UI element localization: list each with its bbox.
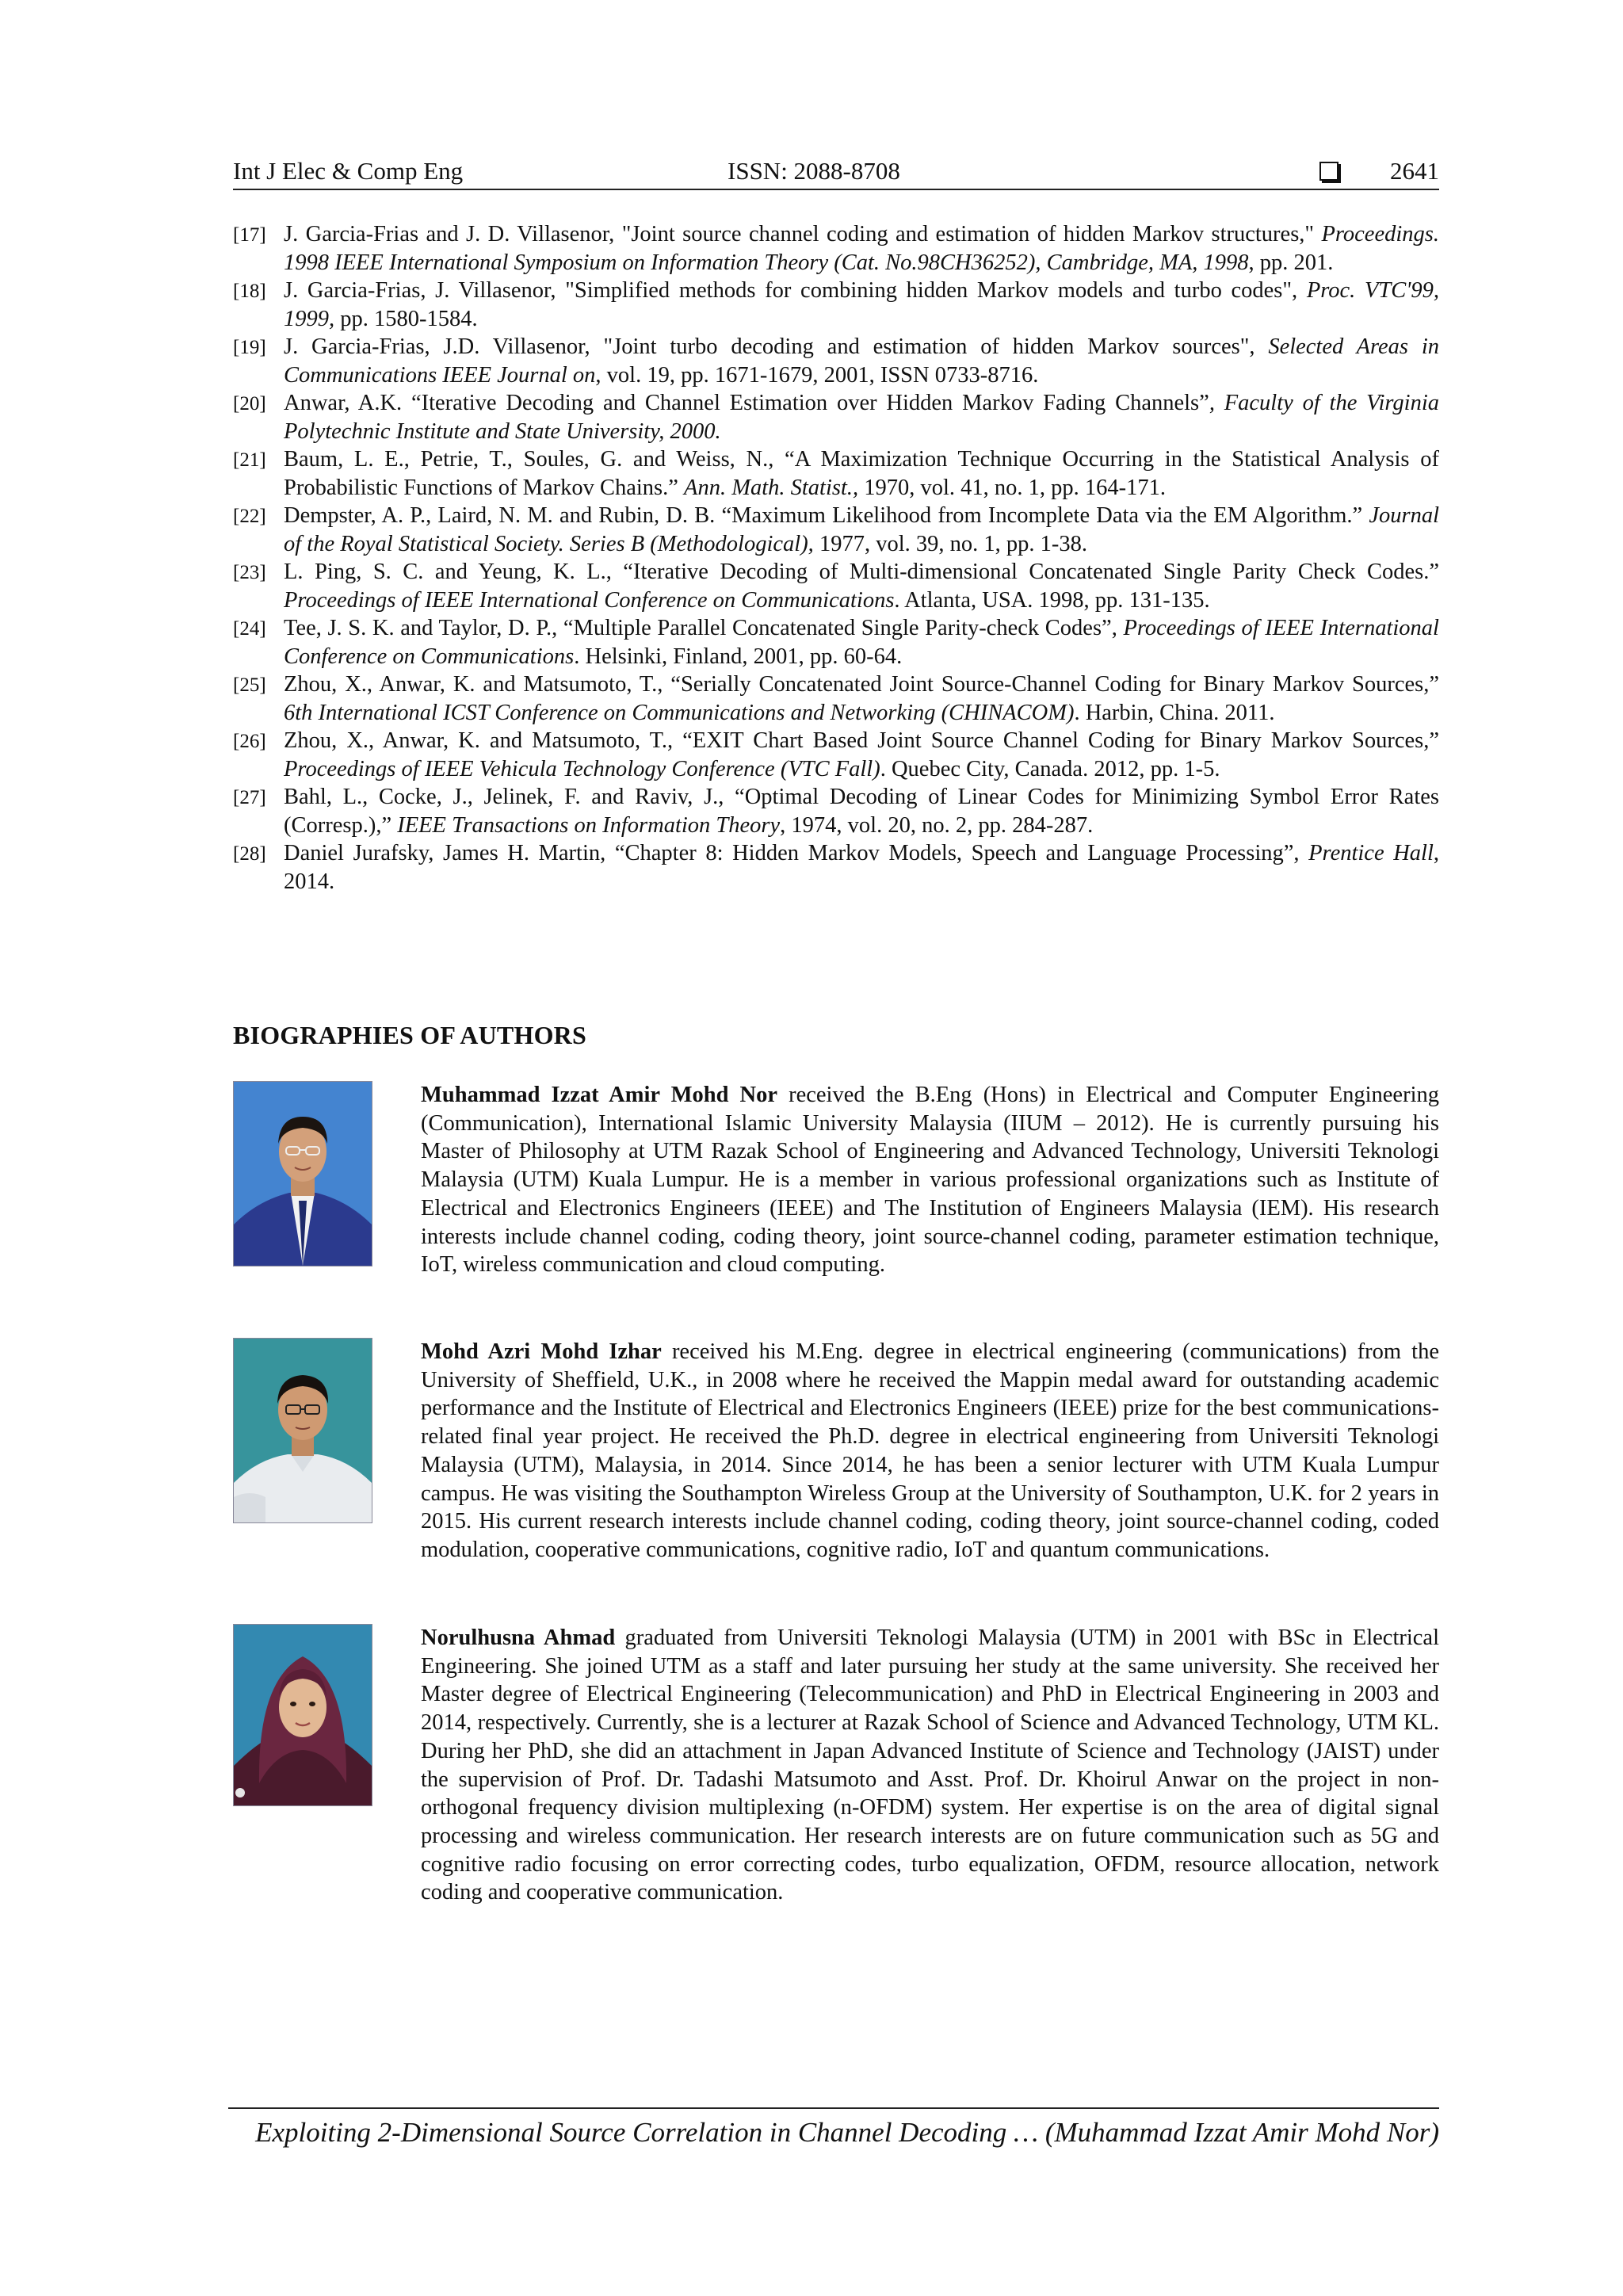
reference-number: [18]: [233, 281, 266, 302]
reference-item: [233, 783, 1439, 839]
reference-number: [24]: [233, 618, 266, 640]
author-photo: [233, 1624, 372, 1806]
reference-details: pp. 1580-1584.: [334, 306, 478, 331]
reference-source: Ann. Math. Statist.,: [684, 475, 859, 500]
reference-text: J. Garcia-Frias and J. D. Villasenor, "Joint source channel coding and estimation of hidden Markov structures,": [284, 222, 1322, 246]
reference-number: [21]: [233, 449, 266, 471]
reference-item: [233, 727, 1439, 783]
journal-name: Int J Elec & Comp Eng: [233, 157, 464, 185]
reference-text: Bahl, L., Cocke, J., Jelinek, F. and Raviv, J., “Optimal Decoding of Linear Codes for Minimizing Symbol Error Rates (Corresp.),”: [284, 785, 1439, 838]
reference-details: . Helsinki, Finland, 2001, pp. 60-64.: [574, 644, 903, 669]
reference-details: 1977, vol. 39, no. 1, pp. 1-38.: [813, 531, 1087, 556]
square-icon: [1319, 162, 1338, 181]
reference-number: [27]: [233, 787, 266, 808]
biography-text: [421, 1081, 1439, 1279]
reference-number: [28]: [233, 843, 266, 865]
reference-item: [233, 277, 1439, 333]
reference-details: . Quebec City, Canada. 2012, pp. 1-5.: [880, 756, 1220, 781]
reference-item: [233, 502, 1439, 558]
reference-number: [23]: [233, 562, 266, 583]
reference-text: Zhou, X., Anwar, K. and Matsumoto, T., “EXIT Chart Based Joint Source Channel Coding for Binary Markov Sources,”: [284, 728, 1439, 753]
reference-details: . Atlanta, USA. 1998, pp. 131-135.: [894, 587, 1210, 613]
author-portrait-image: [234, 1082, 372, 1266]
reference-source: , Faculty of the Virginia Polytechnic Institute and State University, 2000.: [284, 391, 1439, 444]
reference-text: J. Garcia-Frias, J. Villasenor, "Simplified methods for combining hidden Markov models and turbo codes",: [284, 278, 1307, 303]
author-name: Muhammad Izzat Amir Mohd Nor: [421, 1083, 778, 1107]
reference-item: [233, 614, 1439, 670]
reference-source: Proceedings of IEEE International Conference on Communications: [284, 616, 1439, 669]
reference-source: 6th International ICST Conference on Communications and Networking (CHINACOM): [284, 700, 1075, 725]
reference-item: [233, 220, 1439, 277]
biography-body: graduated from Universiti Teknologi Malaysia (UTM) in 2001 with BSc in Electrical Engineering. She joined UTM as a staff and later pursuing her study at the same university. She received her Master degree of Electrical Engineering (Telecommunication) and PhD in Electrical Engineering in 2003 and 2014, respectively. Currently, she is a lecturer at Razak School of Science and Advanced Technology, UTM KL. During her PhD, she did an attachment in Japan Advanced Institute of Science and Technology (JAIST) under the supervision of Prof. Dr. Tadashi Matsumoto and Asst. Prof. Dr. Khoirul Anwar on the project in non-orthogonal frequency division multiplexing (n-OFDM) system. Her expertise is on the area of digital signal processing and wireless communication. Her research interests are on future communication such as 5G and cognitive radio focusing on error correcting codes, turbo equalization, OFDM, resource allocation, network coding and cooperative communication.: [421, 1626, 1440, 1905]
reference-item: [233, 389, 1439, 445]
reference-item: [233, 558, 1439, 614]
reference-text: Daniel Jurafsky, James H. Martin, “Chapter 8: Hidden Markov Models, Speech and Language Processing”,: [284, 841, 1309, 865]
running-header: [233, 152, 1439, 190]
author-name: Norulhusna Ahmad: [421, 1626, 616, 1650]
reference-text: Baum, L. E., Petrie, T., Soules, G. and Weiss, N., “A Maximization Technique Occurring in the Statistical Analysis of Probabilistic Functions of Markov Chains.”: [284, 447, 1439, 500]
author-photo: [233, 1338, 372, 1523]
reference-source: Proceedings of IEEE International Conference on Communications: [284, 587, 895, 613]
reference-text: J. Garcia-Frias, J.D. Villasenor, "Joint turbo decoding and estimation of hidden Markov sources",: [284, 334, 1269, 359]
reference-number: [26]: [233, 731, 266, 752]
reference-details: , pp. 201.: [1248, 250, 1334, 275]
reference-source: IEEE Transactions on Information Theory: [397, 812, 781, 838]
running-footer: Exploiting 2-Dimensional Source Correlation in Channel Decoding … (Muhammad Izzat Amir Mohd Nor): [228, 2107, 1439, 2149]
reference-number: [25]: [233, 674, 266, 696]
page-number: 2641: [1390, 157, 1439, 185]
reference-source: Proc. VTC'99, 1999,: [284, 278, 1439, 331]
reference-text: Anwar, A.K. “Iterative Decoding and Channel Estimation over Hidden Markov Fading Channels”: [284, 391, 1209, 415]
reference-details: , 1974, vol. 20, no. 2, pp. 284-287.: [780, 812, 1094, 838]
author-portrait-image: [234, 1625, 372, 1805]
reference-details: 1970, vol. 41, no. 1, pp. 164-171.: [858, 475, 1167, 500]
reference-source: Prentice Hall: [1308, 841, 1434, 865]
biography-body: received the B.Eng (Hons) in Electrical and Computer Engineering (Communication), International Islamic University Malaysia (IIUM – 2012). He is currently pursuing his Master of Philosophy at UTM Razak School of Engineering and Advanced Technology, Universiti Teknologi Malaysia (UTM) Kuala Lumpur. He is a member in various professional organizations such as Institute of Electrical and Electronics Engineers (IEEE) and The Institution of Engineers Malaysia (IEM). His research interests include channel coding, coding theory, joint source-channel coding, parameter estimation technique, IoT, wireless communication and cloud computing.: [421, 1083, 1439, 1278]
reference-number: [17]: [233, 224, 266, 246]
reference-text: L. Ping, S. C. and Yeung, K. L., “Iterative Decoding of Multi-dimensional Concatenated Single Parity Check Codes.”: [284, 560, 1439, 584]
biography-text: [421, 1338, 1439, 1564]
author-photo: [233, 1081, 372, 1266]
author-name: Mohd Azri Mohd Izhar: [421, 1339, 662, 1364]
reference-number: [22]: [233, 506, 266, 527]
reference-list: [233, 220, 1439, 896]
reference-item: [233, 670, 1439, 727]
reference-text: Dempster, A. P., Laird, N. M. and Rubin, D. B. “Maximum Likelihood from Incomplete Data via the EM Algorithm.”: [284, 503, 1369, 528]
reference-item: [233, 445, 1439, 502]
reference-source: Selected Areas in Communications IEEE Journal on: [284, 334, 1439, 388]
section-title: BIOGRAPHIES OF AUTHORS: [233, 1021, 586, 1049]
reference-details: . Harbin, China. 2011.: [1074, 700, 1275, 725]
biography-text: [421, 1624, 1439, 1907]
biography-body: received his M.Eng. degree in electrical engineering (communications) from the University of Sheffield, U.K., in 2008 where he received the Mappin medal award for outstanding academic performance and the Institute of Electrical and Electronics Engineers (IEEE) prize for the best communications-related final year project. He received the Ph.D. degree in electrical engineering from Universiti Teknologi Malaysia (UTM), Malaysia, in 2014. Since 2014, he has been a senior lecturer with UTM Kuala Lumpur campus. He was visiting the Southampton Wireless Group at the University of Southampton, U.K. for 2 years in 2015. His current research interests include channel coding, coding theory, joint source-channel coding, coded modulation, cooperative communications, cognitive radio, IoT and quantum communications.: [421, 1339, 1439, 1562]
reference-item: [233, 839, 1439, 896]
reference-text: Tee, J. S. K. and Taylor, D. P., “Multiple Parallel Concatenated Single Parity-check Codes”,: [284, 616, 1124, 640]
reference-source: Journal of the Royal Statistical Society. Series B (Methodological),: [284, 503, 1439, 556]
reference-text: Zhou, X., Anwar, K. and Matsumoto, T., “Serially Concatenated Joint Source-Channel Coding for Binary Markov Sources,”: [284, 672, 1439, 697]
reference-details: , vol. 19, pp. 1671-1679, 2001, ISSN 0733-8716.: [595, 362, 1039, 388]
reference-source: Proceedings of IEEE Vehicula Technology Conference (VTC Fall): [284, 756, 880, 781]
reference-details: , 2014.: [284, 841, 1439, 894]
reference-item: [233, 333, 1439, 389]
issn: ISSN: 2088-8708: [727, 157, 900, 185]
reference-source: Proceedings. 1998 IEEE International Symposium on Information Theory (Cat. No.98CH36252), Cambridge, MA, 1998: [284, 222, 1439, 275]
author-portrait-image: [234, 1339, 372, 1522]
reference-number: [19]: [233, 337, 266, 358]
reference-number: [20]: [233, 393, 266, 415]
